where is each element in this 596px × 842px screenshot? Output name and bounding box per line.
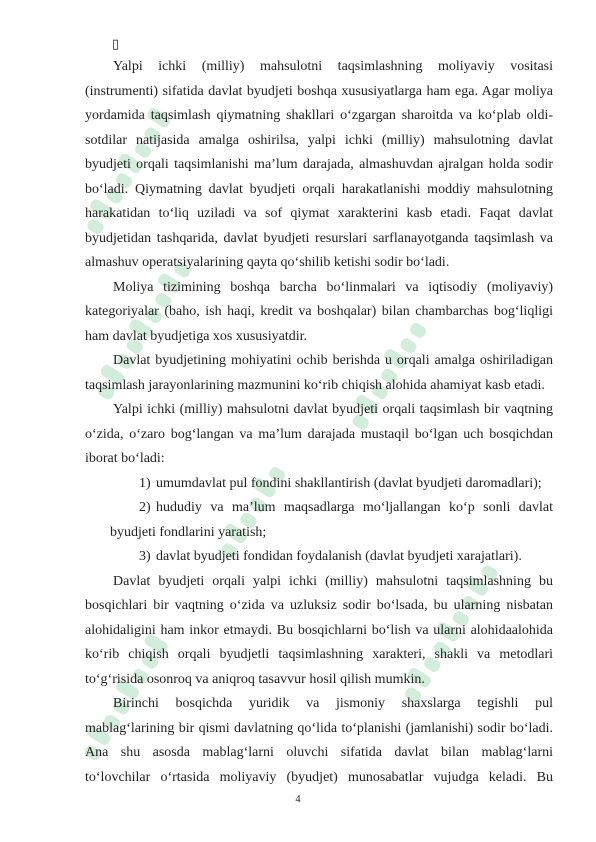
paragraph-line: ko‘rib chiqish orqali byudjetli taqsimlashning xarakteri, shakli va metodlari — [85, 647, 553, 662]
list-item-line: byudjeti fondlarini yaratish; — [110, 524, 267, 540]
paragraph-line: byudjetidan tashqarida, davlat byudjeti resurslari sarflanayotganda taqsimlash va — [85, 230, 553, 246]
paragraph — [85, 398, 553, 472]
paragraph-line: sotdilar natijasida amalga oshirilsa, yalpi ichki (milliy) mahsulotning davlat — [85, 132, 553, 148]
list-item — [85, 545, 553, 570]
list-number: 3) — [139, 549, 151, 564]
paragraph-line: to‘g‘risida osonroq va aniqroq tasavvur hosil qilish mumkin. — [85, 671, 425, 687]
paragraph-line: Ana shu asosda mablag‘larni oluvchi sifatida davlat bilan mablag‘larni — [85, 745, 553, 760]
paragraph — [85, 692, 553, 790]
paragraph-line: taqsimlash jarayonlarining mazmunini ko‘rib chiqish alohida ahamiyat kasb etadi. — [85, 377, 545, 393]
paragraph-line: harakatidan to‘liq uziladi va sof qiymat xarakterini kasb etadi. Faqat davlat — [85, 206, 553, 221]
paragraph-line: bosqichlari bir vaqtning o‘zida va uzluksiz sodir bo‘lsada, bu ularning nisbatan — [85, 598, 553, 613]
paragraph-line: yordamida taqsimlash qiymatning shakllari o‘zgargan sharoitda va ko‘plab oldi- — [85, 108, 553, 123]
list-item — [85, 496, 553, 545]
paragraph-line: alohidaligini ham inkor etmaydi. Bu bosqichlarni bo‘lish va ularni alohidaalohida — [85, 622, 553, 638]
paragraph — [85, 570, 553, 693]
paragraph-line: Yalpi ichki (milliy) mahsulotni taqsimlashning moliyaviy vositasi — [113, 59, 553, 74]
list-item-line — [85, 496, 553, 521]
paragraph-line: Davlat byudjetining mohiyatini ochib berishda u orqali amalga oshiriladigan — [113, 353, 553, 368]
list-item-line — [85, 472, 553, 497]
paragraph-line: o‘zida, o‘zaro bog‘langan va ma’lum darajada mustaqil bo‘lgan uch bosqichdan — [85, 426, 553, 442]
list-item-text: umumdavlat pul fondini shakllantirish (davlat byudjeti daromadlari); — [156, 475, 542, 491]
paragraph — [85, 55, 553, 276]
paragraph-line: iborat bo‘ladi: — [85, 451, 165, 466]
paragraph-line: to‘lovchilar o‘rtasida moliyaviy (byudjet) munosabatlar vujudga keladi. Bu — [85, 769, 553, 785]
list-item-line — [85, 545, 553, 570]
paragraph-line: Birinchi bosqichda yuridik va jismoniy shaxslarga tegishli pul — [113, 696, 553, 711]
paragraph-line: Davlat byudjeti orqali yalpi ichki (milliy) mahsulotni taqsimlashning bu — [113, 573, 553, 589]
paragraph-line: Moliya tizimining boshqa barcha bo‘linmalari va iqtisodiy (moliyaviy) — [113, 279, 553, 295]
list-number: 2) — [139, 500, 151, 515]
paragraph — [85, 276, 553, 350]
page-number: 4 — [295, 794, 301, 805]
paragraph-line: byudjeti orqali taqsimlanishi ma’lum darajada, almashuvdan ajralgan holda sodir — [85, 157, 553, 172]
numbered-list — [85, 472, 553, 570]
paragraph-line: almashuv operatsiyalarining qayta qo‘shilib ketishi sodir bo‘ladi. — [85, 255, 450, 270]
list-item-text: davlat byudjeti fondidan foydalanish (davlat byudjeti xarajatlari). — [156, 549, 522, 564]
document-body — [85, 55, 553, 790]
paragraph-line: kategoriyalar (baho, ish haqi, kredit va boshqalar) bilan chambarchas bog‘liqligi — [85, 304, 553, 319]
list-item — [85, 472, 553, 497]
paragraph-line: bo‘ladi. Qiymatning davlat byudjeti orqali harakatlanishi moddiy mahsulotning — [85, 181, 553, 197]
list-item-text: hududiy va ma’lum maqsadlarga mo‘ljallangan ko‘p sonli davlat — [156, 500, 553, 515]
paragraph-line: (instrumenti) sifatida davlat byudjeti boshqa xususiyatlarga ham ega. Agar moliya — [85, 83, 553, 99]
missing-glyph: ▯ — [112, 37, 120, 52]
paragraph-line: Yalpi ichki (milliy) mahsulotni davlat byudjeti orqali taqsimlash bir vaqtning — [113, 402, 553, 417]
list-number: 1) — [139, 475, 151, 491]
paragraph-line: ham davlat byudjetiga xos xususiyatdir. — [85, 328, 308, 344]
paragraph — [85, 349, 553, 398]
paragraph-line: mablag‘larining bir qismi davlatning qo‘lida to‘planishi (jamlanishi) sodir bo‘ladi. — [85, 720, 553, 736]
